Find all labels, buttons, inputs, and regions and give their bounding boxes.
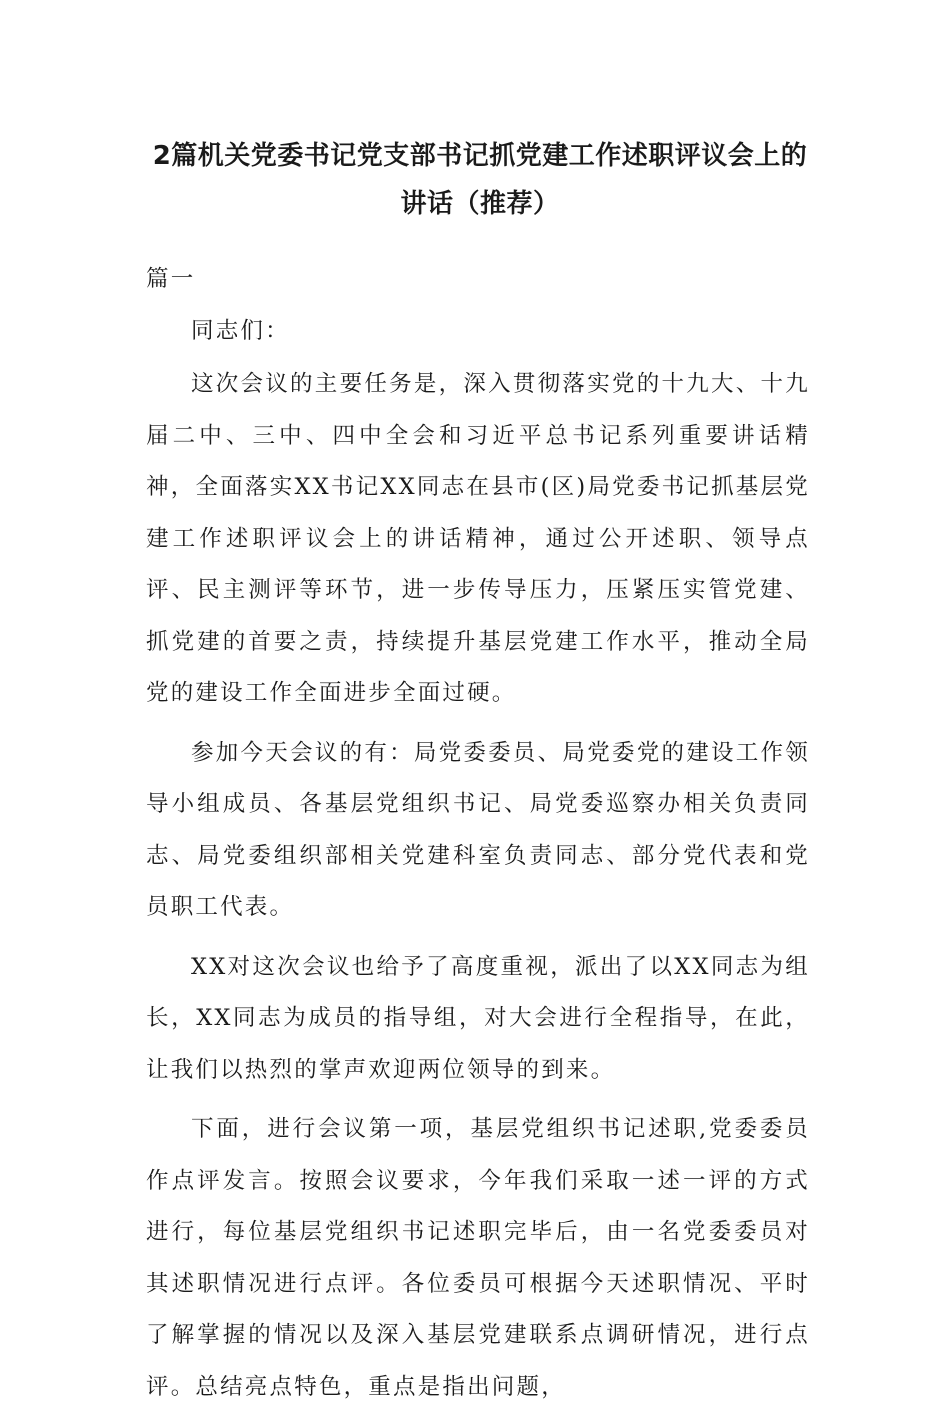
paragraph-4: 下面，进行会议第一项，基层党组织书记述职,党委委员作点评发言。按照会议要求，今年我们采取一述一评的方式进行，每位基层党组织书记述职完毕后，由一名党委委员对其述职情况进行点评。各位委员可根据今天述职情况、平时了解掌握的情况以及深入基层党建联系点调研情况，进行点评。总结亮点特色，重点是指出问题，: [146, 1116, 810, 1400]
paragraph-1: 这次会议的主要任务是，深入贯彻落实党的十九大、十九届二中、三中、四中全会和习近平总书记系列重要讲话精神，全面落实XX书记XX同志在县市(区)局党委书记抓基层党建工作述职评议会上的讲话精神，通过公开述职、领导点评、民主测评等环节，进一步传导压力，压紧压实管党建、抓党建的首要之责，持续提升基层党建工作水平，推动全局党的建设工作全面进步全面过硬。: [146, 371, 810, 706]
paragraph-2: 参加今天会议的有：局党委委员、局党委党的建设工作领导小组成员、各基层党组织书记、局党委巡察办相关负责同志、局党委组织部相关党建科室负责同志、部分党代表和党员职工代表。: [146, 739, 810, 920]
section-label: 篇一: [146, 266, 196, 292]
document-body: [146, 254, 810, 1421]
document-title: 2篇机关党委书记党支部书记抓党建工作述职评议会上的讲话（推荐）: [152, 141, 808, 219]
greeting-line: 同志们：: [191, 317, 290, 344]
paragraph-3: XX对这次会议也给予了高度重视，派出了以XX同志为组长，XX同志为成员的指导组，对大会进行全程指导，在此，让我们以热烈的掌声欢迎两位领导的到来。: [146, 953, 810, 1083]
